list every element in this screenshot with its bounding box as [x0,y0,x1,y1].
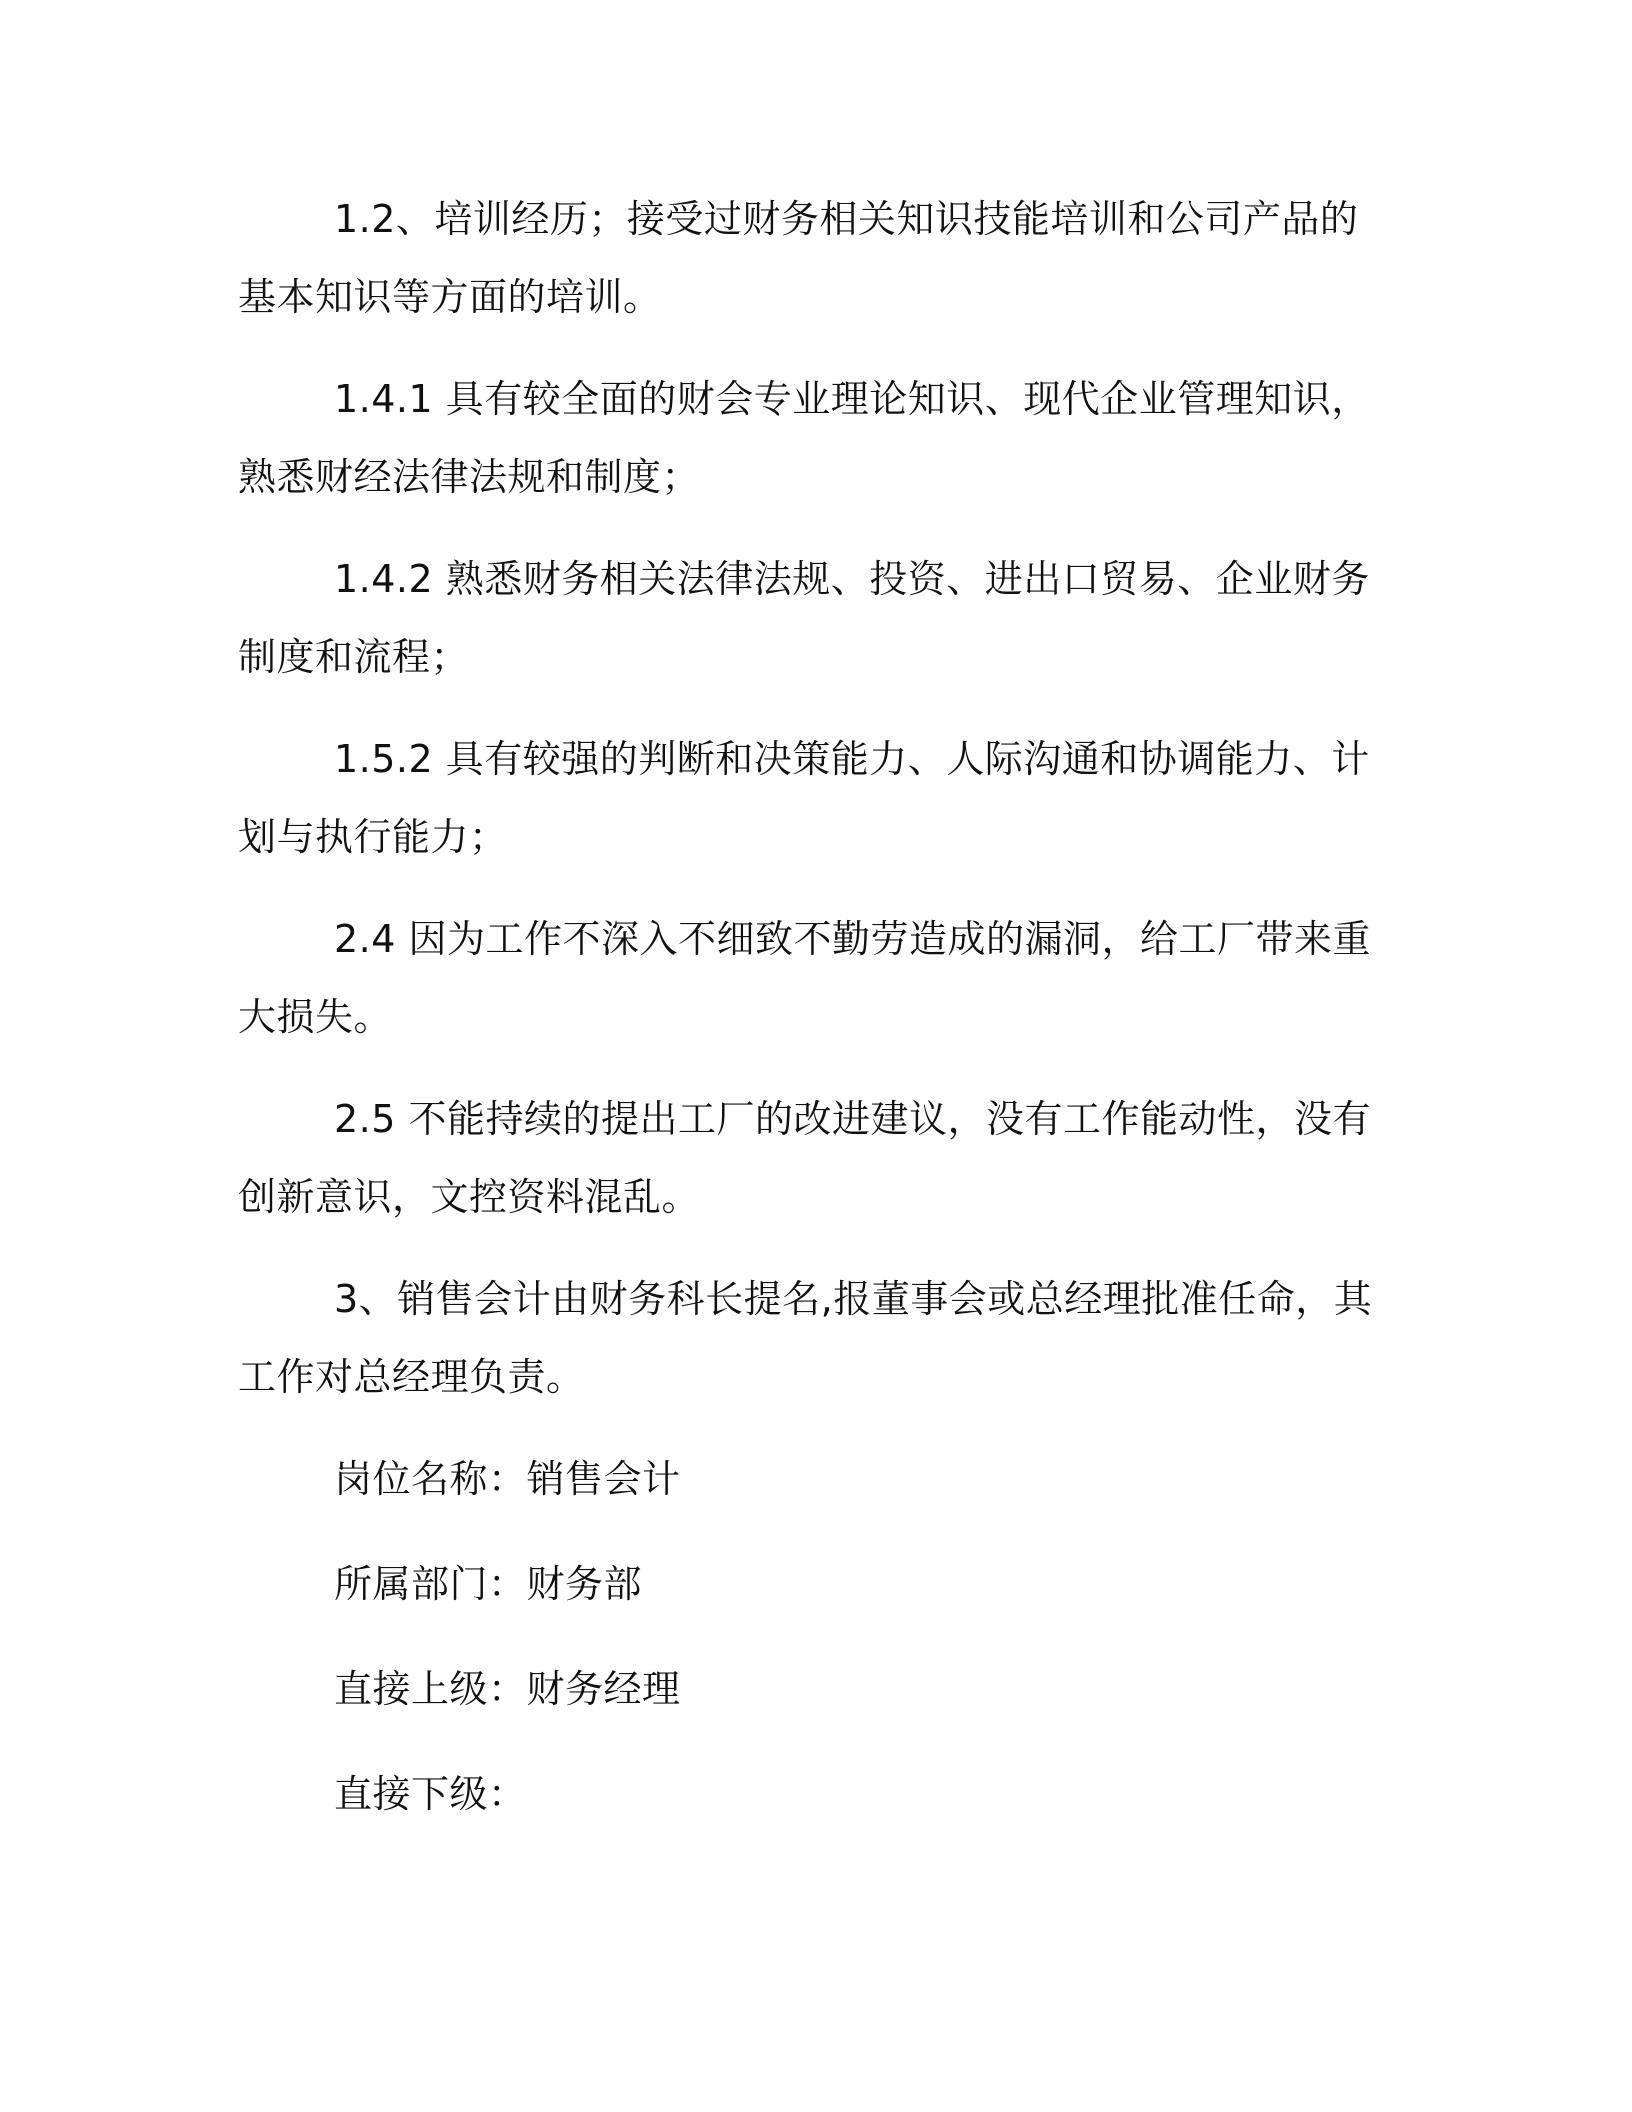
paragraph-abilities: 1.5.2 具有较强的判断和决策能力、人际沟通和协调能力、计划与执行能力； [238,737,1370,859]
field-direct-subordinate: 直接下级： [334,1772,527,1816]
paragraph-improvement: 2.5 不能持续的提出工厂的改进建议，没有工作能动性，没有创新意识，文控资料混乱。 [238,1097,1372,1219]
paragraph-regulations: 1.4.2 熟悉财务相关法律法规、投资、进出口贸易、企业财务制度和流程； [238,557,1370,679]
field-direct-superior: 直接上级：财务经理 [334,1667,681,1711]
paragraph-training-experience: 1.2、培训经历；接受过财务相关知识技能培训和公司产品的基本知识等方面的培训。 [238,197,1359,319]
field-position-name: 岗位名称：销售会计 [334,1457,681,1501]
paragraph-appointment: 3、销售会计由财务科长提名,报董事会或总经理批准任命，其工作对总经理负责。 [238,1277,1373,1399]
paragraph-losses: 2.4 因为工作不深入不细致不勤劳造成的漏洞，给工厂带来重大损失。 [238,917,1372,1039]
field-department: 所属部门：财务部 [334,1562,643,1606]
paragraph-professional-knowledge: 1.4.1 具有较全面的财会专业理论知识、现代企业管理知识，熟悉财经法律法规和制度； [238,377,1370,499]
